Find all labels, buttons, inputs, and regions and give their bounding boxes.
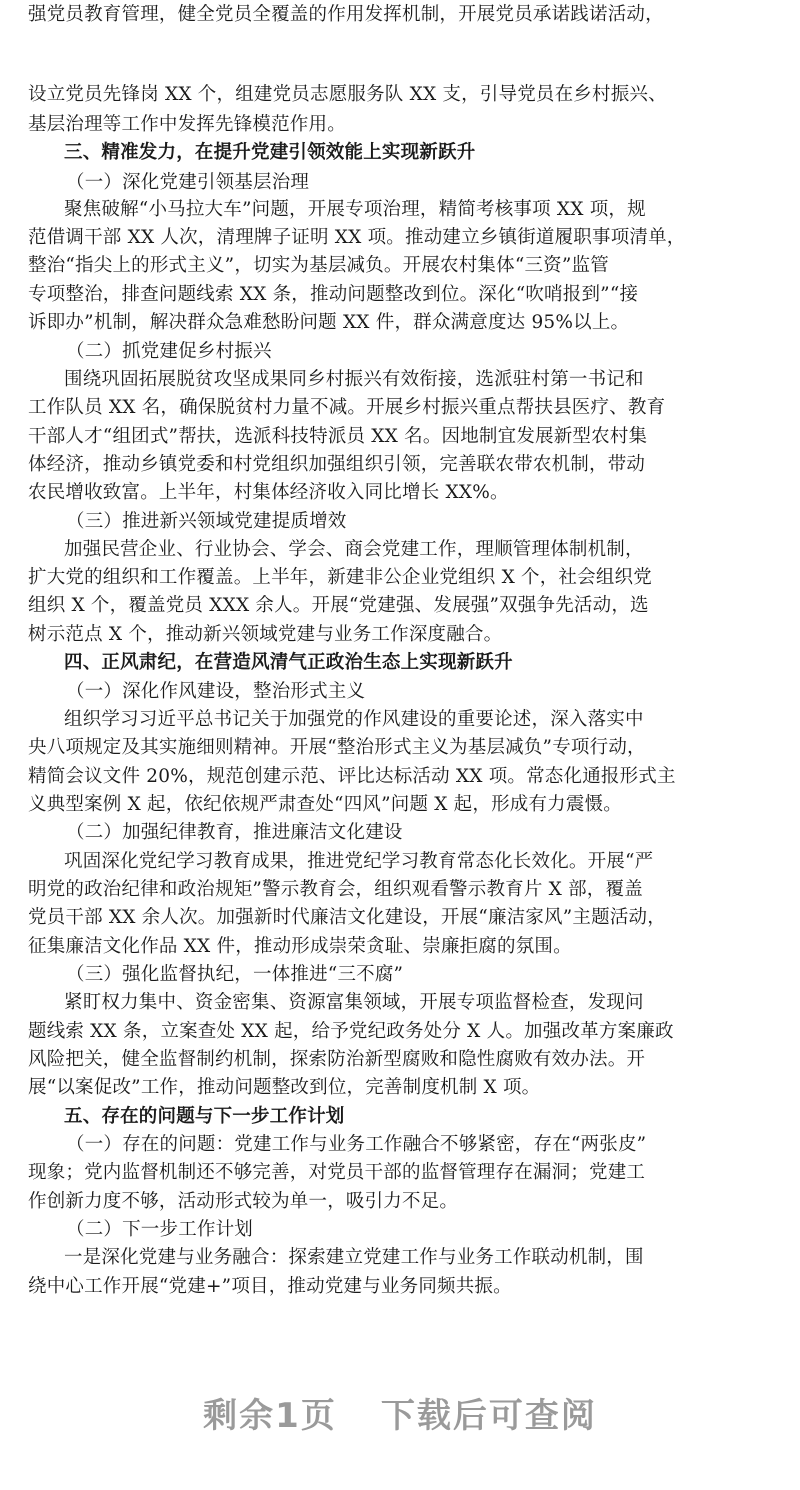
text-line: 设立党员先锋岗 XX 个，组建党员志愿服务队 XX 支，引导党员在乡村振兴、 (28, 84, 667, 105)
text-line: 风险把关，健全监督制约机制，探索防治新型腐败和隐性腐败有效办法。开 (28, 1049, 646, 1070)
text-line: （二）加强纪律教育，推进廉洁文化建设 (66, 822, 403, 843)
section-heading: 三、精准发力，在提升党建引领效能上实现新跃升 (64, 142, 476, 163)
text-line: 现象；党内监督机制还不够完善，对党员干部的监督管理存在漏洞；党建工 (28, 1162, 646, 1183)
text-line: 扩大党的组织和工作覆盖。上半年，新建非公企业党组织 X 个，社会组织党 (28, 567, 652, 588)
text-line: 工作队员 XX 名，确保脱贫村力量不减。开展乡村振兴重点帮扶县医疗、教育 (28, 397, 666, 418)
text-line: （一）深化党建引领基层治理 (66, 172, 310, 193)
text-line: 围绕巩固拓展脱贫攻坚成果同乡村振兴有效衔接，选派驻村第一书记和 (64, 369, 644, 390)
text-line: 范借调干部 XX 人次，清理牌子证明 XX 项。推动建立乡镇街道履职事项清单， (28, 227, 686, 248)
text-line: 组织学习习近平总书记关于加强党的作风建设的重要论述，深入落实中 (64, 709, 644, 730)
text-line: 央八项规定及其实施细则精神。开展“整治形式主义为基层减负”专项行动， (28, 737, 646, 758)
download-prompt[interactable] (0, 1388, 800, 1437)
text-line: 体经济，推动乡镇党委和村党组织加强组织引领，完善联农带农机制，带动 (28, 454, 646, 475)
text-line: 党员干部 XX 余人次。加强新时代廉洁文化建设，开展“廉洁家风”主题活动， (28, 907, 666, 928)
text-line: 征集廉洁文化作品 XX 件，推动形成崇荣贪耻、崇廉拒腐的氛围。 (28, 936, 572, 957)
text-line: 义典型案例 X 起，依纪依规严肃查处“四风”问题 X 起，形成有力震慑。 (28, 794, 622, 815)
text-line: 紧盯权力集中、资金密集、资源富集领域，开展专项监督检查，发现问 (64, 992, 644, 1013)
text-line: 农民增收致富。上半年，村集体经济收入同比增长 XX%。 (28, 482, 509, 503)
text-line: 作创新力度不够，活动形式较为单一，吸引力不足。 (28, 1191, 459, 1212)
text-line: 专项整治，排查问题线索 XX 条，推动问题整改到位。深化“吹哨报到”“接 (28, 284, 639, 305)
text-line: （三）推进新兴领域党建提质增效 (66, 511, 347, 532)
text-line: 聚焦破解“小马拉大车”问题，开展专项治理，精简考核事项 XX 项，规 (64, 199, 646, 220)
text-line: 明党的政治纪律和政治规矩”警示教育会，组织观看警示教育片 X 部，覆盖 (28, 879, 643, 900)
text-line: 强党员教育管理，健全党员全覆盖的作用发挥机制，开展党员承诺践诺活动， (28, 4, 664, 25)
text-line: 整治“指尖上的形式主义”，切实为基层减负。开展农村集体“三资”监管 (28, 255, 609, 276)
text-line: （一）深化作风建设，整治形式主义 (66, 681, 366, 702)
section-heading: 四、正风肃纪，在营造风清气正政治生态上实现新跃升 (64, 652, 513, 673)
text-line: （一）存在的问题：党建工作与业务工作融合不够紧密，存在“两张皮” (66, 1134, 647, 1155)
text-line: 展“以案促改”工作，推动问题整改到位，完善制度机制 X 项。 (28, 1077, 541, 1098)
text-line: （二）下一步工作计划 (66, 1219, 254, 1240)
text-line: 绕中心工作开展“党建+”项目，推动党建与业务同频共振。 (28, 1276, 512, 1297)
text-line: 诉即办”机制，解决群众急难愁盼问题 XX 件，群众满意度达 95%以上。 (28, 312, 630, 333)
text-line: 组织 X 个，覆盖党员 XXX 余人。开展“党建强、发展强”双强争先活动，选 (28, 595, 649, 616)
text-line: 精简会议文件 20%，规范创建示范、评比达标活动 XX 项。常态化通报形式主 (28, 766, 676, 787)
text-line: 题线索 XX 条，立案查处 XX 起，给予党纪政务处分 X 人。加强改革方案廉政 (28, 1021, 674, 1042)
text-line: （二）抓党建促乡村振兴 (66, 341, 272, 362)
text-line: （三）强化监督执纪，一体推进“三不腐” (66, 964, 404, 985)
remaining-pages-label: 剩余1页 (203, 1396, 337, 1436)
section-heading: 五、存在的问题与下一步工作计划 (64, 1106, 345, 1127)
text-line: 干部人才“组团式”帮扶，选派科技特派员 XX 名。因地制宜发展新型农村集 (28, 426, 648, 447)
text-line: 一是深化党建与业务融合：探索建立党建工作与业务工作联动机制，围 (64, 1247, 644, 1268)
text-line: 加强民营企业、行业协会、学会、商会党建工作，理顺管理体制机制， (64, 539, 644, 560)
text-line: 树示范点 X 个，推动新兴领域党建与业务工作深度融合。 (28, 624, 503, 645)
text-line: 巩固深化党纪学习教育成果，推进党纪学习教育常态化长效化。开展“严 (64, 851, 654, 872)
download-to-view-label: 下载后可查阅 (380, 1396, 597, 1436)
text-line: 基层治理等工作中发挥先锋模范作用。 (28, 114, 346, 135)
